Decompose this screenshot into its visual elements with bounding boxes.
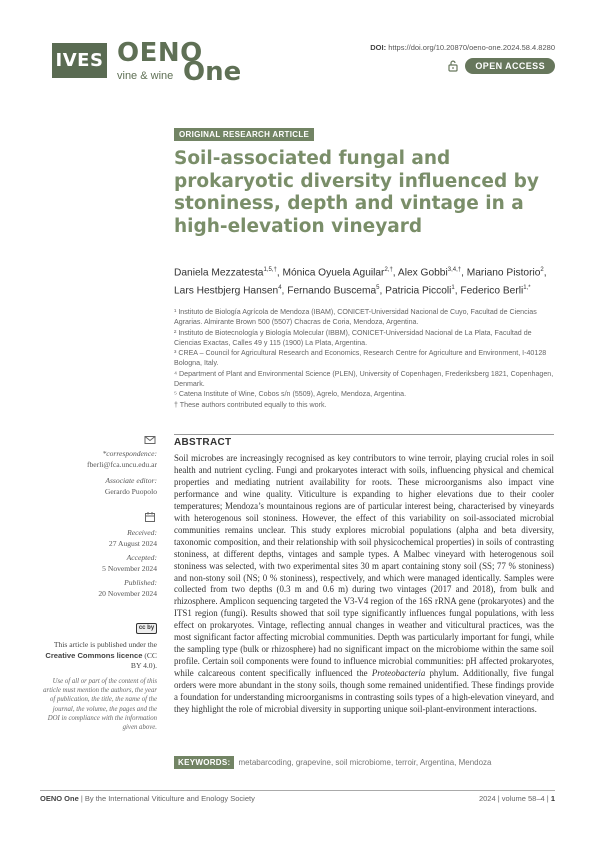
footer-volume: 2024 | volume 58–4 | 1 [478,794,555,803]
keywords-block [174,756,554,769]
footer-journal: OENO One | By the International Viticulture and Enology Society [40,794,255,803]
author-list: Daniela Mezzatesta$^{1,5,\dagger}$, Mónica Oyuela Aguilar$^{2,\dagger}$, Alex Gobbi$^{3,4,\dagger}$, Mariano Pistorio$^2$, Lars Hestbjerg Hansen$^4$, Fernando Buscema$^5$, Patricia Piccoli$^1$, Federico Berli$^{1,*}$ [174,267,547,297]
open-access-badge: OPEN ACCESS [465,58,555,74]
envelope-icon [144,434,156,446]
author-name[interactable]: Alex Gobbi [397,267,448,279]
license-link[interactable]: Creative Commons licence [45,650,143,660]
received-date: 27 August 2024 [108,538,157,548]
correspondence-email[interactable]: fberli@fca.uncu.edu.ar [86,459,157,469]
dates-block [40,528,157,599]
keywords-text: metabarcoding, grapevine, soil microbiome, terroir, Argentina, Mendoza [238,758,492,767]
usage-note: Use of all or part of the content of this article must mention the authors, the year of publication, the title, the name of the journal, the volume, the pages and the DOI in compliance with the information given above. [43,678,157,732]
calendar-icon [144,511,156,523]
affiliation: ³ CREA – Council for Agricultural Research and Economics, Research Centre for Agriculture and Environment, I-40128 Bologna, Italy. [174,349,547,368]
page-number: 1 [550,794,555,803]
cc-license-icon[interactable]: cc by [136,623,157,634]
editor-label: Associate editor: [105,476,157,485]
open-access-block [447,58,555,74]
doi-label: DOI: [370,43,387,52]
abstract-divider [174,434,554,435]
journal-logo-vine: vine & wine [117,70,174,82]
accepted-label: Accepted: [126,553,157,562]
published-label: Published: [124,578,157,587]
author-name[interactable]: Lars Hestbjerg Hansen [174,285,279,297]
author-name[interactable]: Mariano Pistorio [466,267,541,279]
published-date: 20 November 2024 [98,588,157,598]
author-name[interactable]: Fernando Buscema [287,285,377,297]
keywords-label: KEYWORDS: [174,756,234,769]
author-name[interactable]: Daniela Mezzatesta [174,267,264,279]
affiliation: ⁵ Catena Institute of Wine, Cobos s/n (5509), Agrelo, Mendoza, Argentina. [174,390,407,399]
affiliation: ⁴ Department of Plant and Environmental Science (PLEN), University of Copenhagen, Frederiksberg 1821, Copenhagen, Denmark. [174,369,554,389]
doi-link[interactable]: https://doi.org/10.20870/oeno-one.2024.58.4.8280 [388,43,555,52]
article-type-badge: ORIGINAL RESEARCH ARTICLE [174,128,314,141]
affiliation: ¹ Instituto de Biología Agrícola de Mendoza (IBAM), CONICET-Universidad Nacional de Cuyo, Facultad de Ciencias Agrarias. Almirante Brown 500 (5507) Chacras de Coria, Mendoza, Argentina. [174,308,537,327]
footer-divider [40,790,555,791]
author-name[interactable]: Patricia Piccoli [385,285,452,297]
affiliations [174,307,559,410]
footer-journal-name: OENO One [40,794,79,803]
abstract-heading: ABSTRACT [174,437,232,448]
abstract-text: Soil microbes are increasingly recognised as key contributors to wine terroir, playing crucial roles in soil health and nutrient cycling. Fungi and prokaryotes interact with soils, influencing physical and chemical properties and mediating nutrient availability for roots. These microorganisms also impact vine performance and wine quality. Viticulture is expanding to higher elevations due to their cooler temperatures; Mendoza’s mountainous regions are of particular interest being, characterised by vineyards with heterogenous soil stoniness. However, the effect of this variability on soil-associated microbial communities remains unclear. This study explores microbial populations (alpha and beta diversity, taxonomic composition, and their relationship with soil physicochemical properties) in soils of contrasting stoniness, at different depths, vintages and sample types. A Malbec vineyard with heterogenous soil stoniness was selected, with two experimental sites 30 m apart containing stony soil (SS; 77 % stoniness) and non-stony soil (NS; 0 % stoniness), respectively, and which were managed identically. Samples were collected from two depths (0.3 m and 0.6 m) during two vintages (2017 and 2018), from bulk and rhizosphere. Amplicon sequencing targeted the V3-V4 region of the 16S rRNA gene (prokaryotes) and the ITS1 region (fungi). Results showed that soil type significantly influences fungal populations, with less effect on prokaryotes. Vintage, reflecting annual changes in weather and viticultural practices, was the most significant factor affecting microbial communities. Depth was particularly important for fungi, while the sampling type (bulk or rhizosphere) had no significant impact on the microbiome within the same soil profile. Certain soil components were found to influence microbial communities: pH affected prokaryotes, while calcareous content specifically influenced the Proteobacteria phylum. Additionally, five fungal orders were more abundant in the stony soils, though some remained unidentified. These findings provide a foundation for understanding microorganisms in contrasting soils types of a high-elevation vineyard, and they highlight the role of microbial diversity in supporting unique soil-plant-environment interactions. [174,453,554,715]
author-name[interactable]: Federico Berli [460,285,524,297]
ives-logo: IVES [52,43,107,78]
article-title: Soil-associated fungal and prokaryotic diversity influenced by stoniness, depth and vintage in a high-elevation vineyard [174,148,539,237]
affiliation: ² Instituto de Biotecnología y Biología Molecular (IBBM), CONICET-Universidad Nacional de La Plata, Facultad de Ciencias Exactas, Calles 49 y 115 (1900) La Plata, Argentina. [174,328,532,347]
abstract-italic-term: Proteobacteria [371,668,426,679]
affiliation-note: † These authors contributed equally to this work. [174,400,327,409]
open-lock-icon [447,60,459,72]
correspondence-block [40,449,157,497]
accepted-date: 5 November 2024 [102,563,157,573]
correspondence-label: *correspondence: [102,449,157,458]
doi-line [370,43,555,52]
author-name[interactable]: Mónica Oyuela Aguilar [282,267,385,279]
journal-logo-oeno: OENO [117,38,203,68]
editor-name: Gerardo Puopolo [104,486,157,496]
journal-logo-one: One [183,57,242,87]
license-text: This article is published under the Creative Commons licence (CC BY 4.0). [45,640,157,670]
received-label: Received: [127,528,157,537]
